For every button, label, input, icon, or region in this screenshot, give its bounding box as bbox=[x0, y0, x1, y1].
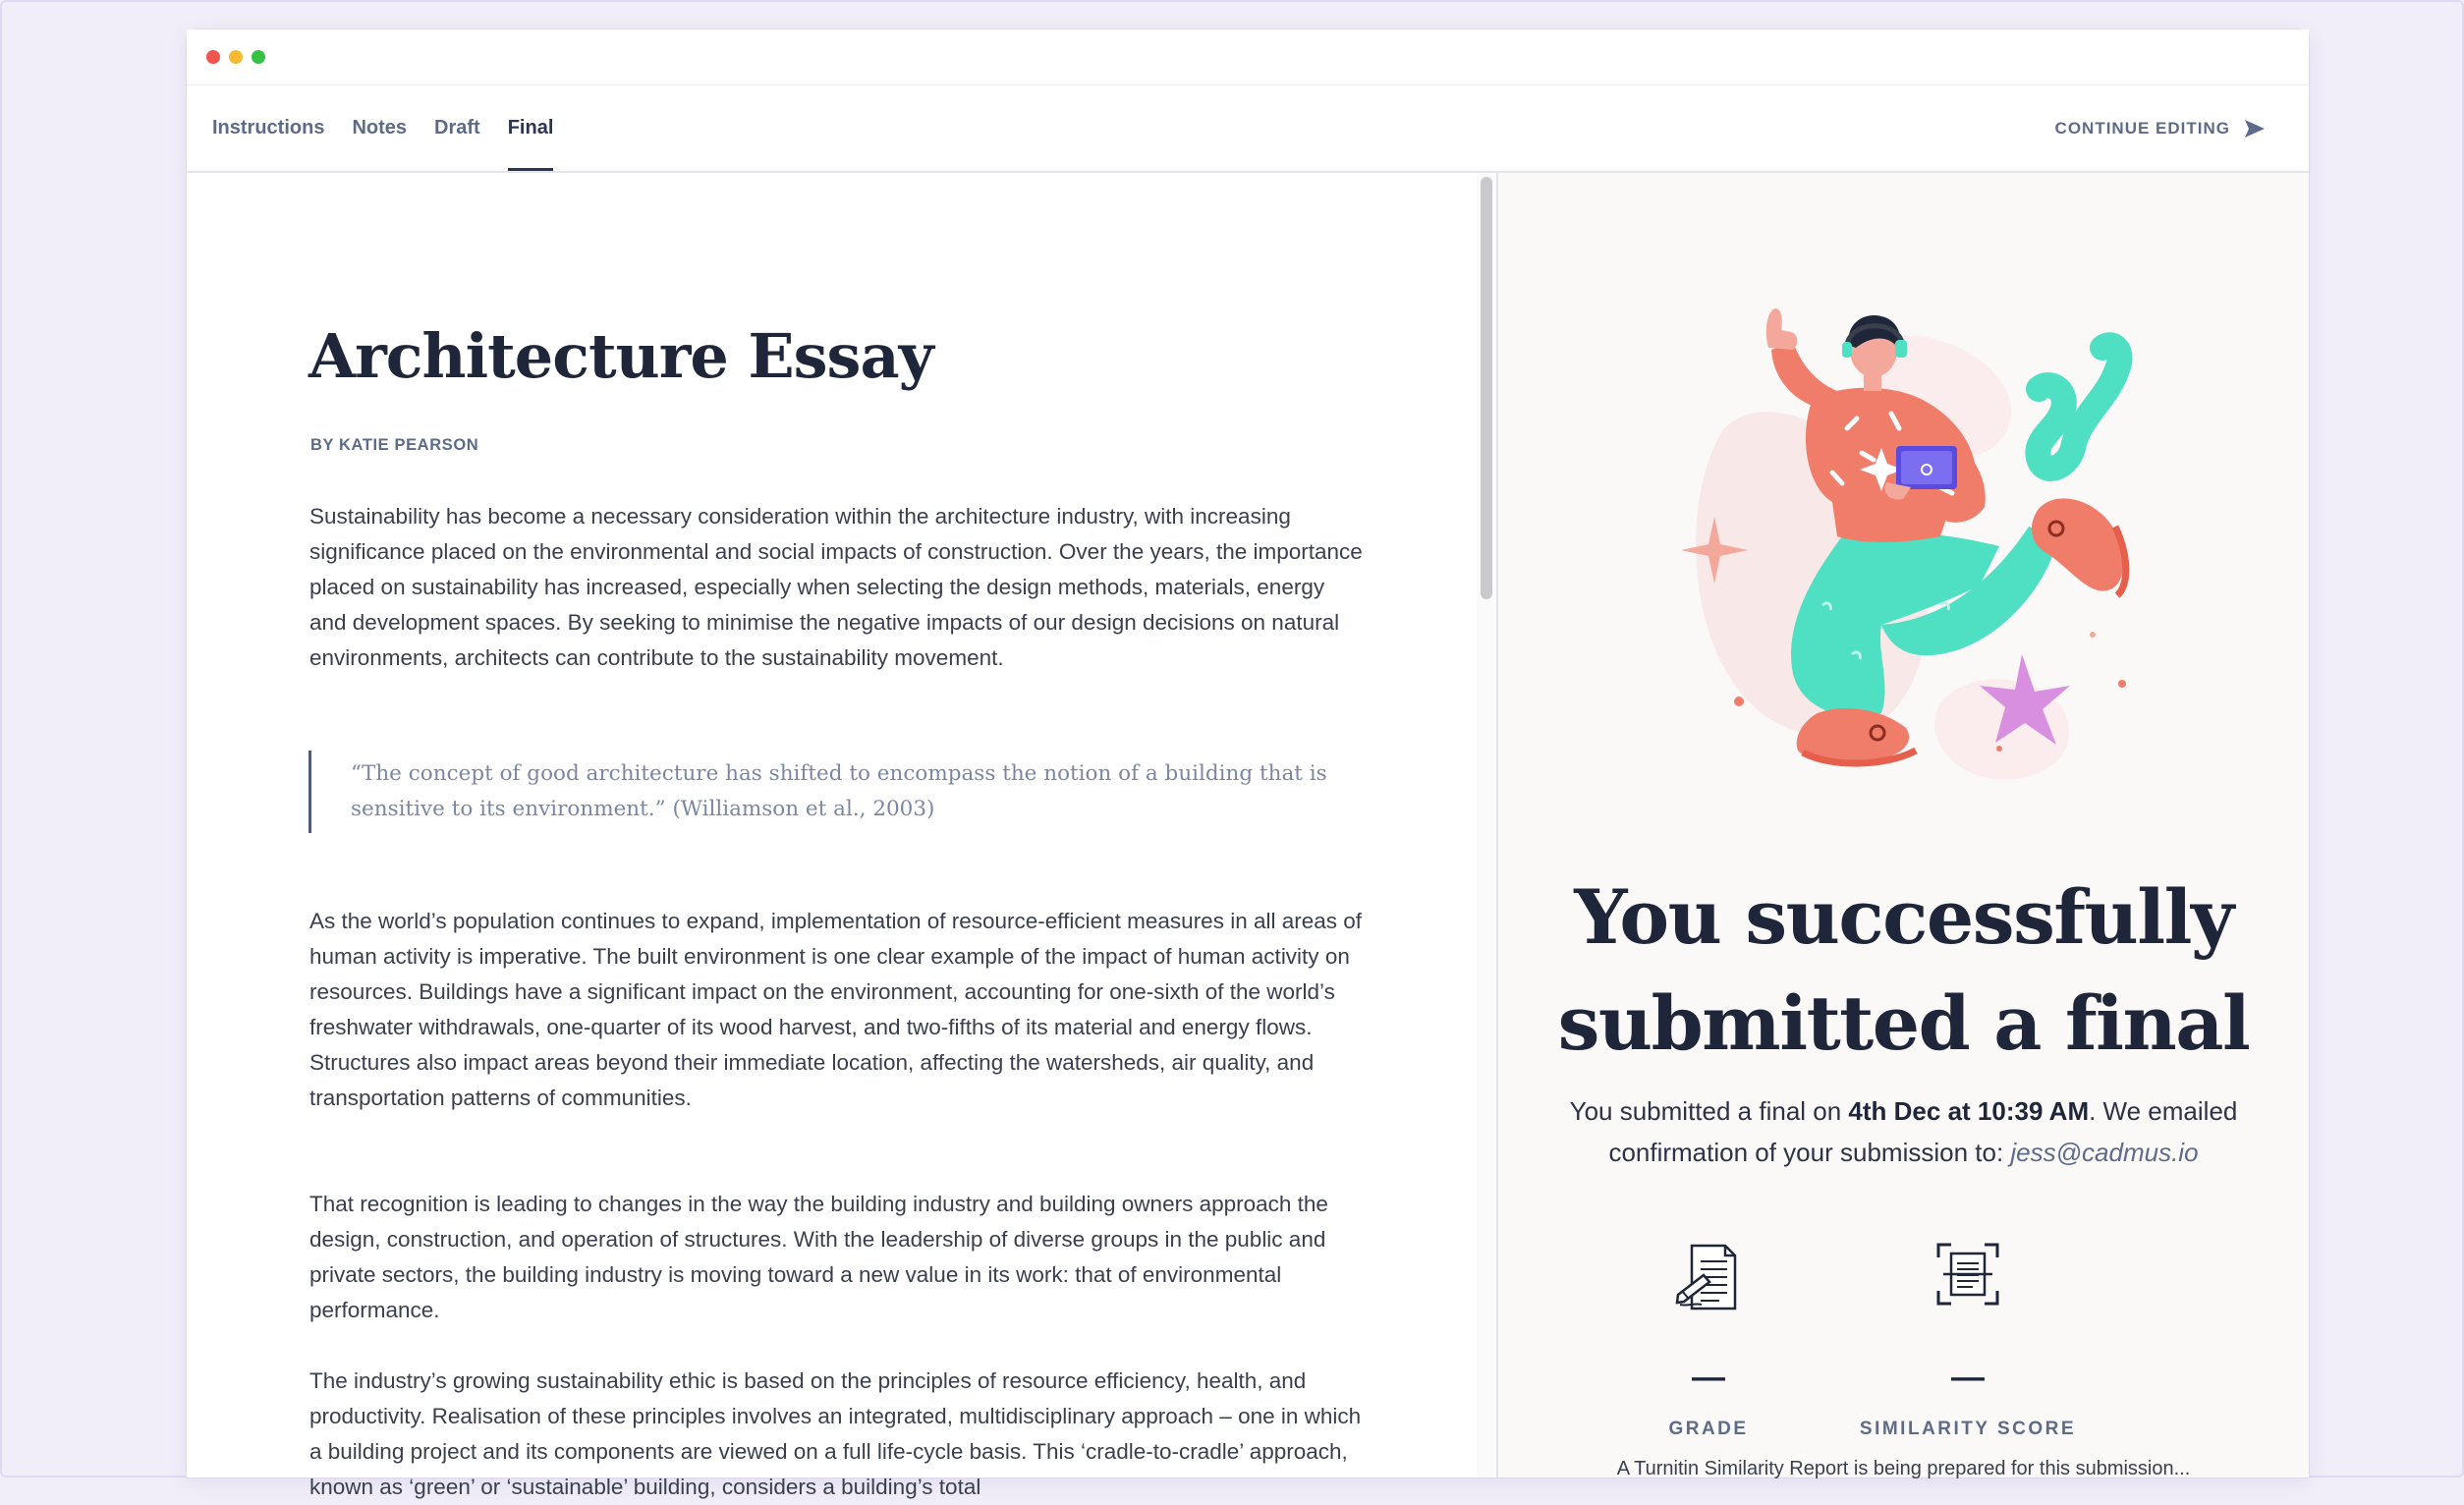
confirmation-heading-line: You successfully bbox=[1574, 873, 2233, 961]
similarity-scan-icon bbox=[1820, 1242, 2115, 1314]
tab-bar bbox=[187, 85, 2309, 173]
tab-draft[interactable]: Draft bbox=[434, 117, 480, 139]
continue-editing-label: CONTINUE EDITING bbox=[2054, 118, 2230, 138]
document-paragraph: The industry’s growing sustainability ethic is based on the principles of resource efficiency, health, and productivity. Realisation of these principles involves an integrated, multidisciplinary approach – one in which a building project and its components are viewed on a full life-cycle basis. This ‘cradle-to-cradle’ approach, known as ‘green’ or ‘sustainable’ building, considers a building’s total bbox=[309, 1368, 1362, 1499]
tab-notes[interactable]: Notes bbox=[352, 117, 408, 139]
window-close-button[interactable] bbox=[206, 50, 220, 64]
continue-editing-button[interactable] bbox=[2055, 85, 2266, 171]
window-titlebar bbox=[187, 29, 2309, 85]
grade-document-icon bbox=[1561, 1242, 1856, 1314]
tab-list bbox=[212, 85, 581, 171]
document-paragraph: That recognition is leading to changes in the way the building industry and building owners approach the design, construction, and operation of structures. With the leadership of diverse groups in the public and private sectors, the building industry is moving toward a new value in its work: that of environmental performance. bbox=[309, 1192, 1328, 1322]
window-minimize-button[interactable] bbox=[229, 50, 243, 64]
document-title: Architecture Essay bbox=[308, 320, 933, 392]
confirmation-heading-line: submitted a final bbox=[1557, 979, 2250, 1067]
submission-datetime: 4th Dec at 10:39 AM bbox=[1848, 1096, 2090, 1126]
document-paragraph: Sustainability has become a necessary consideration within the architecture industry, with increasing significance placed on the environmental and social impacts of construction. Over the years, the importance placed on sustainability has increased, especially when selecting the design methods, materials, energy and development spaces. By seeking to minimise the negative impacts of our design decisions on natural environments, architects can contribute to the sustainability movement. bbox=[309, 504, 1363, 670]
document-paragraph: As the world’s population continues to expand, implementation of resource-efficient measures in all areas of human activity is imperative. The built environment is one clear example of the impact of human activity on resources. Buildings have a significant impact on the environment, accounting for one-sixth of the world’s freshwater withdrawals, one-quarter of its wood harvest, and two-fifths of its material and energy flows. Structures also impact areas beyond their immediate location, affecting the watersheds, air quality, and transportation patterns of communities. bbox=[309, 909, 1363, 1110]
document-pane[interactable] bbox=[187, 173, 1496, 1499]
confirmation-message-prefix: You submitted a final on bbox=[1569, 1096, 1849, 1126]
document-scrollbar[interactable] bbox=[1477, 173, 1496, 1477]
tab-instructions[interactable]: Instructions bbox=[212, 117, 325, 139]
confirmation-message-middle: . We emailed confirmation of your submission to: bbox=[1608, 1096, 2238, 1167]
window-maximize-button[interactable] bbox=[252, 50, 265, 64]
tab-final[interactable]: Final bbox=[508, 85, 554, 171]
similarity-score-value: — bbox=[1951, 1359, 1985, 1396]
grade-value: — bbox=[1692, 1359, 1725, 1396]
document-byline: BY KATIE PEARSON bbox=[310, 436, 479, 454]
document-blockquote: “The concept of good architecture has shifted to encompass the notion of a building that is sensitive to its environment.” (Williamson et al., 2003) bbox=[308, 751, 1382, 833]
submission-confirmation-pane bbox=[1498, 173, 2309, 1477]
grade-stat bbox=[1561, 1242, 1856, 1440]
app-window bbox=[187, 29, 2309, 1499]
similarity-score-stat bbox=[1820, 1242, 2115, 1440]
confirmation-message bbox=[1498, 1090, 2309, 1173]
turnitin-report-note: A Turnitin Similarity Report is being prepared for this submission... bbox=[1616, 1458, 2191, 1479]
similarity-score-label: SIMILARITY SCORE bbox=[1859, 1419, 2077, 1439]
confirmation-email-link[interactable]: jess@cadmus.io bbox=[2010, 1138, 2199, 1167]
celebration-illustration bbox=[1646, 291, 2156, 821]
scrollbar-thumb[interactable] bbox=[1481, 177, 1492, 599]
grade-label: GRADE bbox=[1668, 1419, 1749, 1439]
send-arrow-icon bbox=[2244, 119, 2266, 139]
confirmation-heading bbox=[1498, 864, 2309, 1077]
